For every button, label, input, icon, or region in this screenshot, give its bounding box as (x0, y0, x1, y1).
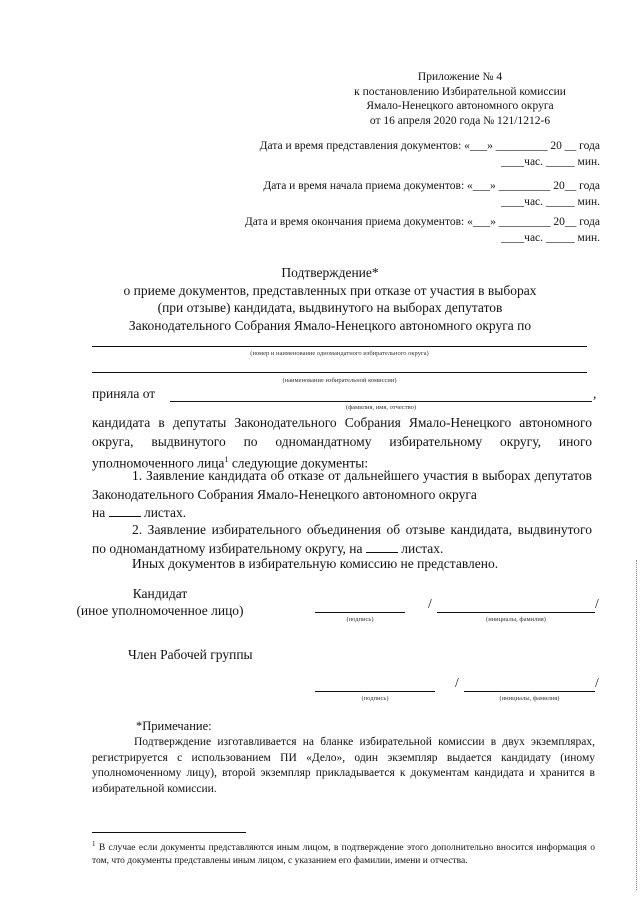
note-title: *Примечание: (136, 719, 212, 733)
item-1-tail-suffix: листах. (143, 505, 187, 520)
district-caption: (номер и наименование одномандатного избирательного округа) (250, 350, 429, 357)
candidate-initials-caption: (инициалы, фамилия) (486, 616, 546, 623)
item-1-text: 1. Заявление кандидата об отказе от дальнейшего участия в выборах депутатов Законодательного Собрания Ямало-Ненецкого автономного округа (92, 468, 592, 502)
document-title (80, 264, 580, 334)
body-paragraph (92, 414, 592, 473)
fio-caption: (фамилия, имя, отчество) (345, 404, 417, 411)
district-line (92, 346, 587, 347)
end-time: ____час. _____ мин. (501, 232, 600, 244)
candidate-line-2: (иное уполномоченное лицо) (76, 603, 244, 618)
item-1 (92, 467, 592, 523)
appendix-line-1: Приложение № 4 (417, 71, 503, 83)
member-slash-right: / (595, 675, 599, 690)
item-2-text: 2. Заявление избирательного объединения об отзыве кандидата, выдвинутого по одномандатному избирательному округу, на (92, 522, 592, 556)
item-2 (92, 521, 592, 558)
member-signature-line (315, 691, 435, 692)
item-2-suffix: листах. (401, 540, 444, 556)
candidate-initials-line (437, 612, 595, 613)
commission-caption: (наименование избирательной комиссии) (282, 377, 397, 384)
appendix-line-3: Ямало-Ненецкого автономного округа (366, 100, 554, 112)
candidate-slash-left: / (428, 596, 432, 611)
appendix-block (330, 70, 590, 128)
footnote-separator (92, 832, 246, 833)
submission-time: ____час. _____ мин. (501, 156, 600, 168)
title-heading: Подтверждение* (281, 265, 379, 280)
end-date-label: Дата и время окончания приема документов: «___» _________ 20__ года (244, 216, 600, 228)
item-1-sheets-blank (109, 506, 141, 517)
commission-line (92, 372, 587, 373)
appendix-line-2: к постановлению Избирательной комиссии (354, 85, 566, 98)
title-line-2: (при отзыве) кандидата, выдвинутого на выборах депутатов (157, 300, 503, 315)
appendix-line-4: от 16 апреля 2020 года № 121/1212-6 (369, 114, 551, 127)
member-signature-caption: (подпись) (361, 695, 389, 702)
no-other-documents: Иных документов в избирательную комиссию не представлено. (132, 556, 499, 571)
candidate-signature-line (315, 612, 405, 613)
title-line-1: о приеме документов, представленных при отказе от участия в выборах (123, 282, 537, 298)
candidate-line-1: Кандидат (132, 586, 188, 601)
member-slash-left: / (455, 675, 459, 690)
member-initials-caption: (инициалы, фамилия) (499, 695, 560, 702)
item-2-sheets-blank (366, 542, 398, 553)
item-1-tail (92, 504, 186, 523)
title-line-3: Законодательного Собрания Ямало-Ненецкого автономного округа по (128, 317, 532, 333)
accepted-from-label: приняла от (92, 386, 156, 401)
body-paragraph-start: кандидата в депутаты Законодательного Собрания Ямало-Ненецкого автономного округа, выдвинутого по одномандатному избирательному округу, иного уполномоченного лица (92, 415, 592, 471)
submission-date-label: Дата и время представления документов: «___» _________ 20 __ года (259, 140, 600, 152)
body-paragraph-end: следующие документы: (228, 455, 369, 471)
candidate-slash-right: / (595, 596, 599, 611)
footnote-mark: 1 (92, 840, 96, 848)
note-text: Подтверждение изготавливается на бланке избирательной комиссии в двух экземплярах, регистрируется с использованием ПИ «Дело», один экземпляр выдается кандидату (иному уполномоченному лицу), второй экземпляр прикладывается к документам кандидата и хранится в избирательной комиссии. (92, 736, 595, 795)
footnote-text: В случае если документы представляются иным лицом, в подтверждение этого дополнительно вносится информация о том, что документы представлены иным лицом, с указанием его фамилии, имени и отчества. (92, 843, 595, 867)
candidate-signature-caption: (подпись) (346, 616, 374, 623)
comma: , (593, 386, 597, 401)
member-initials-line (464, 691, 595, 692)
start-date-label: Дата и время начала приема документов: «___» _________ 20__ года (263, 180, 600, 192)
item-1-tail-prefix: на (92, 505, 106, 520)
start-time: ____час. _____ мин. (501, 196, 600, 208)
fio-line (170, 401, 592, 402)
member-label: Член Рабочей группы (128, 647, 253, 662)
scan-edge-mark (634, 560, 637, 890)
footnote (92, 838, 595, 868)
candidate-label (40, 585, 280, 619)
footnote-ref: 1 (224, 455, 229, 464)
